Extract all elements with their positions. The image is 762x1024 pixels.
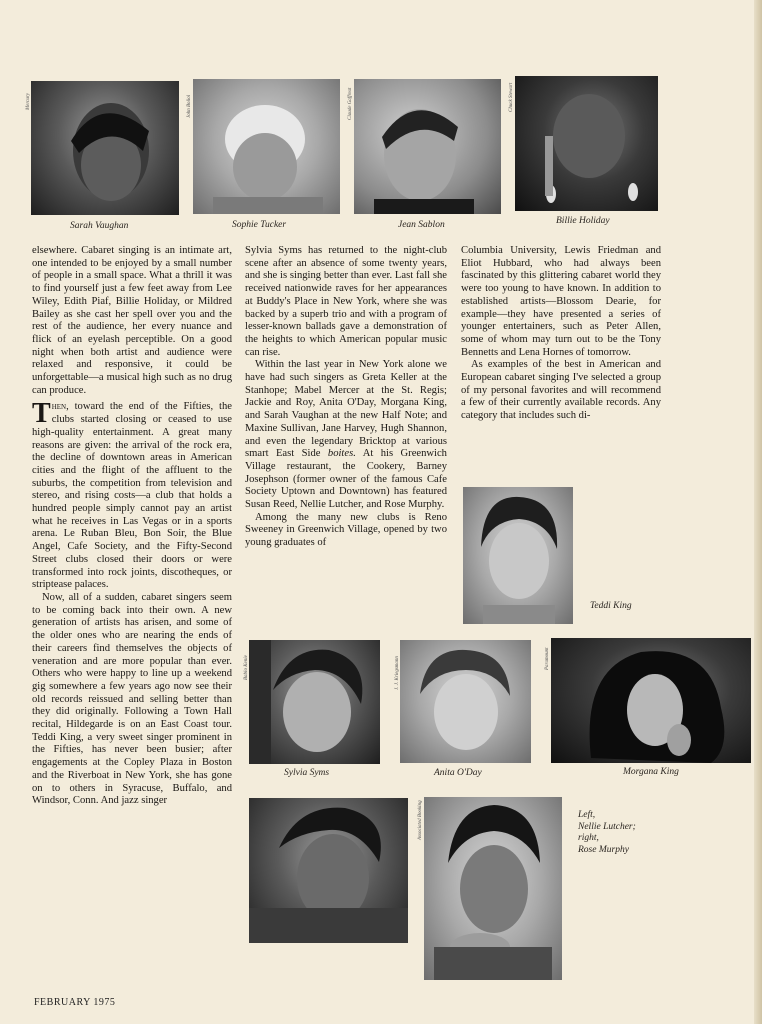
col2-paragraph-2: [245, 359, 447, 511]
col2-paragraph-2b: At his Greenwich Village restaurant, the Cookery, Barney Josephson (former owner of the famous Cafe Society Uptown and Downtown) has featured Susan Reed, Nellie Lutcher, and Rose Murphy.: [245, 448, 447, 511]
caption-line-1: Left,: [578, 810, 596, 820]
photo-sophie-tucker: [193, 79, 340, 214]
article-column-3: [461, 245, 661, 423]
col2-italic-word: boites.: [327, 448, 356, 460]
photo-teddi-king: [463, 487, 573, 624]
photo-anita-oday: [400, 640, 531, 763]
credit-sophie-tucker: John Boliol: [187, 94, 192, 118]
col2-paragraph-3: Among the many new clubs is Reno Sweeney in Greenwich Village, opened by two young graduates of: [245, 511, 447, 549]
page-footer: FEBRUARY 1975: [34, 997, 116, 1008]
col3-paragraph-1: Columbia University, Lewis Friedman and Eliot Hubbard, who had always been fascinated by this glittering cabaret world they were too young to have known. In addition to established artists—Blossom Dearie, for example—they have presented a series of younger entertainers, such as Peter Allen, some of whom may turn out to be the Tony Bennetts and Lena Hornes of tomorrow.: [461, 245, 661, 358]
page-edge: [754, 0, 762, 1024]
col1-paragraph-2-body: toward the end of the Fifties, the clubs started closing or ceased to use high-quality entertainment. A great many reasons are given: the arrival of the rock era, the decline of downtown areas in American cities and the flight of the affluent to the suburbs, the competition from television and stereo, and rising costs—a club that holds a hundred people simply cannot pay an artist what he receives in Las Vegas or in a sports arena. Le Ruban Bleu, Bon Soir, the Blue Angel, Cafe Society, and the Fifty-Second Street clubs closed their doors or were transformed into rock joints, discotheques, or striptease palaces.: [32, 401, 232, 591]
credit-rose-murphy: Associated Booking: [418, 800, 423, 840]
caption-sophie-tucker: Sophie Tucker: [232, 220, 287, 230]
photo-sylvia-syms: [249, 640, 380, 764]
caption-morgana-king: Morgana King: [623, 767, 679, 777]
photo-nellie-lutcher: [249, 798, 408, 943]
credit-sarah-vaughan: Mercury: [26, 92, 31, 110]
credit-billie-holiday: Chuck Stewart: [509, 82, 514, 112]
caption-teddi-king: Teddi King: [590, 601, 632, 611]
col1-lead-in: hen,: [51, 401, 69, 413]
credit-sylvia-syms: Bablo Kenie: [244, 655, 249, 680]
credit-anita-oday: J. J. Kriegsmann: [395, 656, 400, 690]
col2-paragraph-2a: Within the last year in New York alone we have had such singers as Greta Keller at the Stanhope; Mabel Mercer at the St. Regis; Jackie and Roy, Anita O'Day, Morgana King, and Sarah Vaughan at the new Half Note; and Maxine Sullivan, Jane Harvey, Hugh Shannon, and even the legendary Bricktop at various smart East Side: [245, 359, 447, 460]
caption-anita-oday: Anita O'Day: [434, 768, 482, 778]
col1-paragraph-1: elsewhere. Cabaret singing is an intimate art, one intended to be enjoyed by a small number of people in a small space. What a thrill it was to find yourself just a few feet away from Lee Wiley, Edith Piaf, Billie Holiday, or Mildred Bailey as she cast her spell over you and the rest of the audience, her every nuance and flick of an eyelash perceptible. On a good night when both artist and audience were relaxed and responsive, it could be unforgettable—a musical high such as no drug can produce.: [32, 245, 232, 396]
caption-sarah-vaughan: Sarah Vaughan: [70, 221, 129, 231]
caption-jean-sablon: Jean Sablon: [398, 220, 445, 230]
credit-morgana-king: Paramount: [545, 647, 550, 670]
col1-paragraph-2: [32, 398, 232, 592]
caption-line-3: right,: [578, 833, 599, 843]
credit-jean-sablon: Claude Gaffreat: [348, 87, 353, 120]
col2-paragraph-1: Sylvia Syms has returned to the night-club scene after an absence of some twenty years, and she is singing better than ever. Last fall she received nationwide raves for her appearances at Buddy's Place in New York, where she was backed by a superb trio and with a program of lesser-known ballads gave a demonstration of the heights to which American popular music can rise.: [245, 245, 447, 358]
article-column-1: [32, 245, 232, 808]
col1-paragraph-3: Now, all of a sudden, cabaret singers seem to be coming back into their own. A new generation of artists has arisen, and some of the older ones who are nearing the ends of their careers find themselves the objects of veneration and are more popular than ever. Others who were happy to line up a weekend gig somewhere a few years ago now see their old records reissued and selling better than they did originally. Following a Town Hall recital, Hildegarde is on an East Coast tour. Teddi King, a very sweet singer prominent in the Fifties, has never been busier; after engagements at the Copley Plaza in Boston and the Riverboat in New York, she has gone on to others in Syracuse, Buffalo, and Windsor, Conn. And jazz singer: [32, 591, 232, 807]
col3-paragraph-2: As examples of the best in American and European cabaret singing I've selected a group of my personal favorites and will recommend a few of their currently available records. Any category that includes such di-: [461, 359, 661, 422]
caption-billie-holiday: Billie Holiday: [556, 216, 610, 226]
photo-morgana-king: [551, 638, 751, 763]
photo-jean-sablon: [354, 79, 501, 214]
photo-rose-murphy: [424, 797, 562, 980]
caption-line-4: Rose Murphy: [578, 844, 629, 855]
caption-line-2: Nellie Lutcher;: [578, 821, 636, 832]
caption-nellie-lutcher-rose-murphy: [578, 810, 636, 856]
drop-cap: T: [32, 398, 51, 430]
photo-sarah-vaughan: [31, 81, 179, 215]
article-column-2: [245, 245, 447, 550]
caption-sylvia-syms: Sylvia Syms: [284, 768, 330, 778]
photo-billie-holiday: [515, 76, 658, 211]
